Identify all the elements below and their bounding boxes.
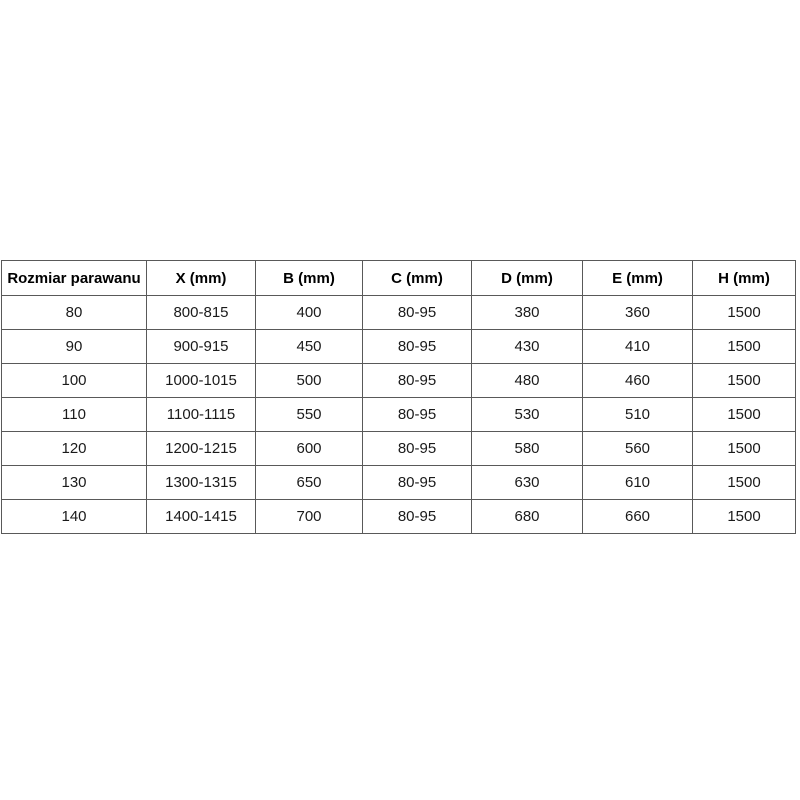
header-row	[2, 261, 796, 296]
size-table-body	[2, 296, 796, 534]
table-row	[2, 466, 796, 500]
table-cell: 1500	[693, 500, 796, 534]
table-cell: 80-95	[363, 364, 472, 398]
table-cell: 140	[2, 500, 147, 534]
table-cell: 1500	[693, 364, 796, 398]
table-cell: 560	[583, 432, 693, 466]
table-cell: 80-95	[363, 296, 472, 330]
table-row	[2, 500, 796, 534]
header-cell-h: H (mm)	[693, 261, 796, 296]
table-cell: 410	[583, 330, 693, 364]
table-row	[2, 432, 796, 466]
header-cell-c: C (mm)	[363, 261, 472, 296]
table-cell: 90	[2, 330, 147, 364]
size-table	[1, 260, 796, 534]
header-cell-b: B (mm)	[256, 261, 363, 296]
table-cell: 80-95	[363, 500, 472, 534]
table-cell: 110	[2, 398, 147, 432]
table-cell: 680	[472, 500, 583, 534]
table-cell: 660	[583, 500, 693, 534]
table-cell: 800-815	[147, 296, 256, 330]
table-row	[2, 330, 796, 364]
table-cell: 430	[472, 330, 583, 364]
table-cell: 400	[256, 296, 363, 330]
size-table-header	[2, 261, 796, 296]
table-cell: 1500	[693, 330, 796, 364]
table-cell: 630	[472, 466, 583, 500]
table-row	[2, 296, 796, 330]
table-cell: 450	[256, 330, 363, 364]
table-cell: 80-95	[363, 330, 472, 364]
header-cell-e: E (mm)	[583, 261, 693, 296]
table-cell: 650	[256, 466, 363, 500]
table-cell: 610	[583, 466, 693, 500]
table-cell: 120	[2, 432, 147, 466]
table-cell: 1200-1215	[147, 432, 256, 466]
table-cell: 700	[256, 500, 363, 534]
table-cell: 550	[256, 398, 363, 432]
table-cell: 1100-1115	[147, 398, 256, 432]
table-cell: 80	[2, 296, 147, 330]
header-cell-d: D (mm)	[472, 261, 583, 296]
table-cell: 480	[472, 364, 583, 398]
table-cell: 130	[2, 466, 147, 500]
table-cell: 1500	[693, 466, 796, 500]
table-cell: 600	[256, 432, 363, 466]
table-cell: 580	[472, 432, 583, 466]
table-cell: 530	[472, 398, 583, 432]
table-cell: 360	[583, 296, 693, 330]
table-cell: 100	[2, 364, 147, 398]
table-cell: 500	[256, 364, 363, 398]
table-row	[2, 364, 796, 398]
table-cell: 80-95	[363, 466, 472, 500]
table-cell: 80-95	[363, 398, 472, 432]
table-cell: 80-95	[363, 432, 472, 466]
table-cell: 1500	[693, 296, 796, 330]
table-cell: 1400-1415	[147, 500, 256, 534]
table-cell: 900-915	[147, 330, 256, 364]
header-cell-x: X (mm)	[147, 261, 256, 296]
table-cell: 1500	[693, 432, 796, 466]
table-cell: 510	[583, 398, 693, 432]
header-cell-rozmiar: Rozmiar parawanu	[2, 261, 147, 296]
table-cell: 1000-1015	[147, 364, 256, 398]
table-cell: 460	[583, 364, 693, 398]
table-cell: 380	[472, 296, 583, 330]
table-row	[2, 398, 796, 432]
table-cell: 1500	[693, 398, 796, 432]
table-cell: 1300-1315	[147, 466, 256, 500]
